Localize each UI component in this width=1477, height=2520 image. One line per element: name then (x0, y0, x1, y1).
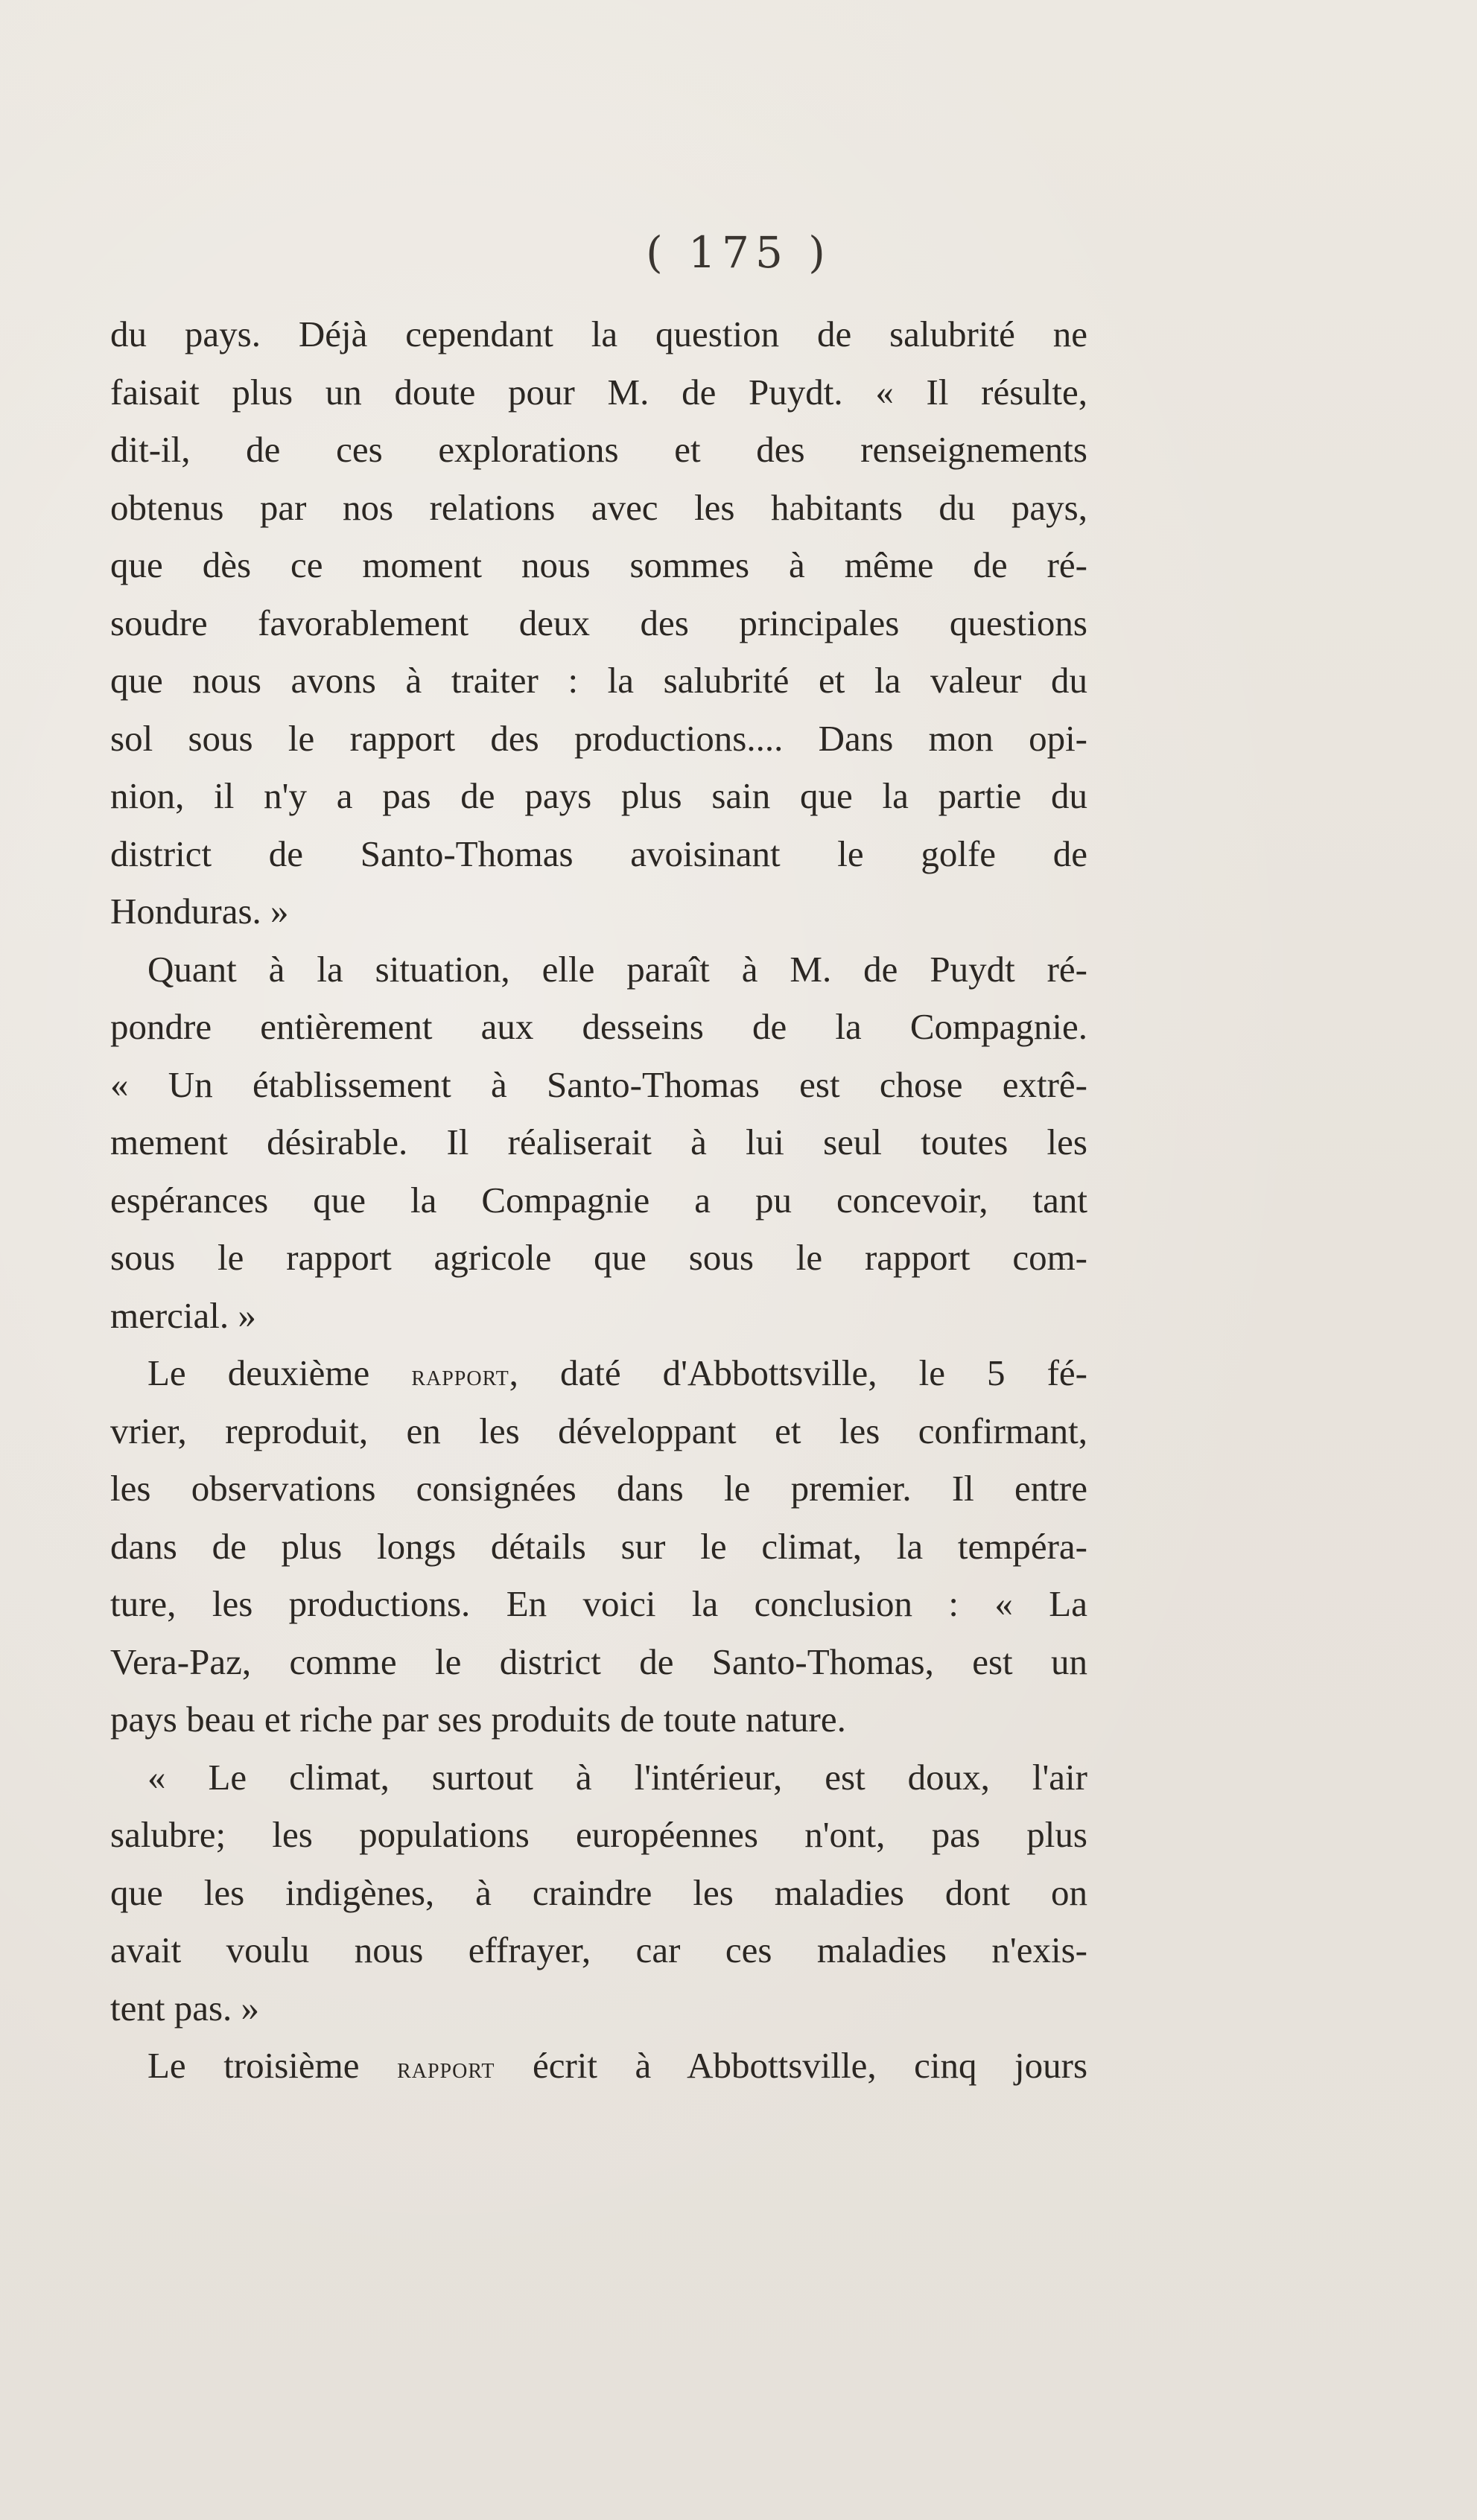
small-caps-word: rapport (397, 2051, 495, 2084)
text-line: les observations consignées dans le premier. Il entre (110, 1468, 1087, 1509)
text-line: tent pas. » (110, 1987, 260, 2029)
text-line: pays beau et riche par ses produits de toute nature. (110, 1699, 846, 1740)
text-line: mement désirable. Il réaliserait à lui seul toutes les (110, 1121, 1087, 1162)
paragraph-start-line: « Le climat, surtout à l'intérieur, est doux, l'air (147, 1756, 1087, 1798)
paragraph-start-line: Quant à la situation, elle paraît à M. de Puydt ré- (147, 948, 1087, 990)
text-line: pondre entièrement aux desseins de la Compagnie. (110, 1006, 1087, 1047)
text-line: Vera-Paz, comme le district de Santo-Thomas, est un (110, 1641, 1087, 1682)
small-caps-word: rapport (411, 1358, 509, 1392)
text-fragment: Le troisième (147, 2045, 360, 2086)
text-line: Honduras. » (110, 891, 289, 932)
paragraph-start-line (110, 2037, 1087, 2095)
text-line: sol sous le rapport des productions.... Dans mon opi- (110, 717, 1087, 759)
text-line: sous le rapport agricole que sous le rapport com- (110, 1237, 1087, 1278)
paragraph-start-line (110, 1344, 1087, 1402)
text-line: district de Santo-Thomas avoisinant le golfe de (110, 833, 1087, 874)
text-line: mercial. » (110, 1294, 256, 1336)
text-line: ture, les productions. En voici la conclusion : « La (110, 1583, 1087, 1624)
text-line: obtenus par nos relations avec les habitants du pays, (110, 486, 1087, 528)
text-line: que les indigènes, à craindre les maladies dont on (110, 1871, 1087, 1913)
page-number: ( 175 ) (646, 227, 831, 278)
text-line: dit-il, de ces explorations et des renseignements (110, 429, 1087, 470)
text-line: vrier, reproduit, en les développant et les confirmant, (110, 1410, 1087, 1451)
text-fragment: écrit à Abbottsville, cinq jours (532, 2045, 1088, 2086)
text-line: faisait plus un doute pour M. de Puydt. « Il résulte, (110, 371, 1087, 413)
body-text (110, 305, 1087, 2095)
text-line: dans de plus longs détails sur le climat, la tempéra- (110, 1525, 1087, 1567)
text-line: nion, il n'y a pas de pays plus sain que la partie du (110, 775, 1087, 816)
text-line: « Un établissement à Santo-Thomas est chose extrê- (110, 1063, 1087, 1105)
text-fragment: Le deuxième (147, 1352, 370, 1393)
text-line: que nous avons à traiter : la salubrité et la valeur du (110, 660, 1087, 701)
text-line: du pays. Déjà cependant la question de salubrité ne (110, 314, 1087, 354)
text-line: que dès ce moment nous sommes à même de ré- (110, 544, 1087, 585)
text-line: soudre favorablement deux des principales questions (110, 602, 1087, 643)
text-line: salubre; les populations européennes n'ont, pas plus (110, 1814, 1087, 1855)
text-fragment: , daté d'Abbottsville, le 5 fé- (509, 1352, 1087, 1393)
text-line: avait voulu nous effrayer, car ces maladies n'exis- (110, 1929, 1087, 1970)
text-line: espérances que la Compagnie a pu concevoir, tant (110, 1179, 1087, 1221)
